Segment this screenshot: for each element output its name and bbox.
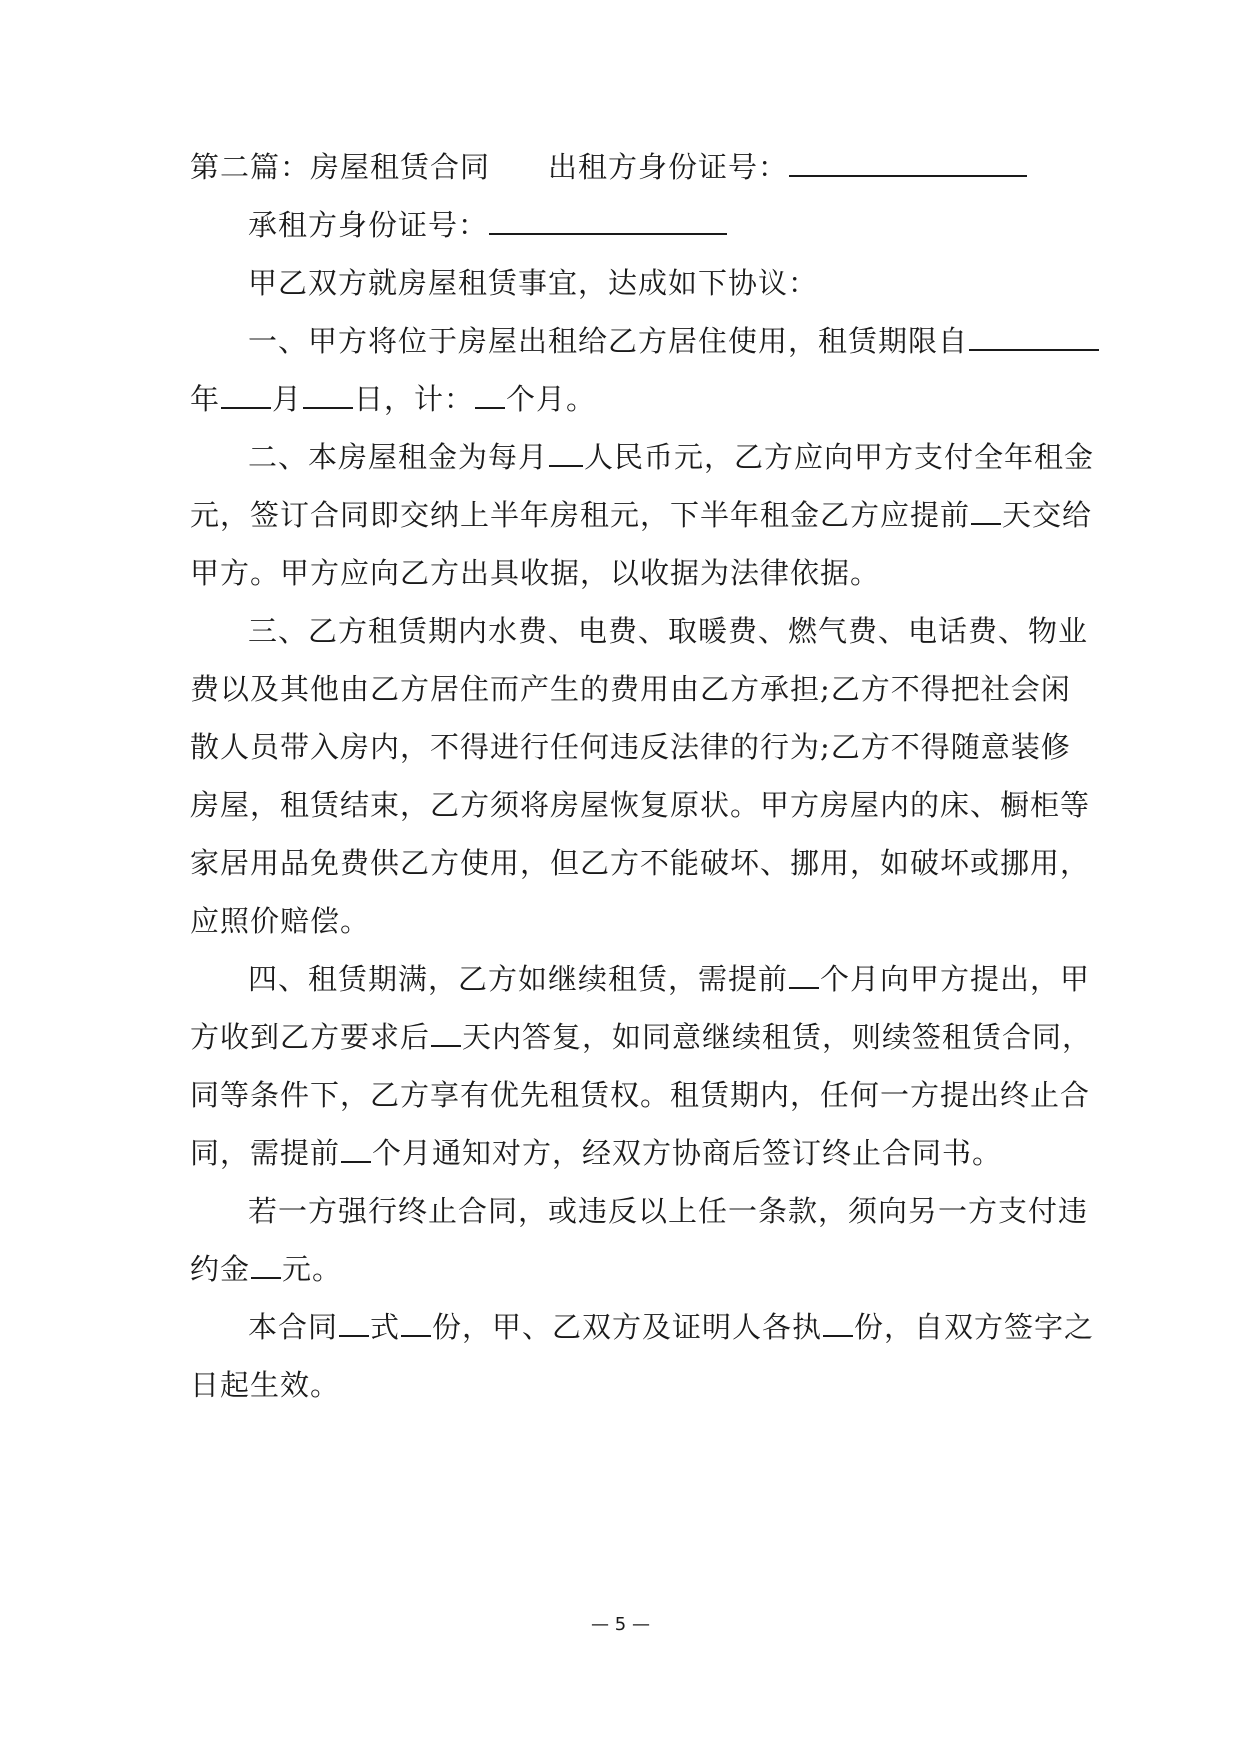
clause3-line4 xyxy=(190,785,1090,825)
clause4-line1 xyxy=(248,959,1090,999)
clause3-text-3: 散人员带入房内，不得进行任何违反法律的行为;乙方不得随意装修 xyxy=(190,730,1071,764)
copies-line2 xyxy=(190,1365,340,1405)
day-label: 日，计： xyxy=(354,382,475,416)
renewal-notice-blank xyxy=(789,959,819,989)
termination-notice-blank xyxy=(341,1133,371,1163)
months-label: 个月。 xyxy=(506,382,597,416)
penalty-line1 xyxy=(248,1191,1088,1231)
clause4-line2 xyxy=(190,1017,1092,1057)
clause2-text-e: 甲方。甲方应向乙方出具收据，以收据为法律依据。 xyxy=(190,556,881,590)
clause4-line4 xyxy=(190,1133,1002,1173)
penalty-text-2a: 约金 xyxy=(190,1252,251,1286)
clause3-text-5: 家居用品免费供乙方使用，但乙方不能破坏、挪用，如破坏或挪用， xyxy=(190,846,1091,880)
copies-text-c: 份，甲、乙双方及证明人各执 xyxy=(432,1310,823,1344)
clause2-line2 xyxy=(190,495,1092,535)
clause4-text-4b: 个月通知对方，经双方协商后签订终止合同书。 xyxy=(372,1136,1003,1170)
lessor-id-blank xyxy=(789,147,1027,177)
lessee-id-blank xyxy=(489,205,727,235)
lease-start-blank xyxy=(969,321,1099,351)
clause2-text-b: 人民币元，乙方应向甲方支付全年租金 xyxy=(584,440,1095,474)
clause4-text-2a: 方收到乙方要求后 xyxy=(190,1020,431,1054)
lessor-id-label: 出租方身份证号： xyxy=(548,150,789,184)
document-heading: 第二篇：房屋租赁合同 xyxy=(190,150,491,184)
months-count-blank xyxy=(475,379,505,409)
clause1-text: 一、甲方将位于房屋出租给乙方居住使用，租赁期限自 xyxy=(248,324,969,358)
copies-style-blank xyxy=(339,1307,369,1337)
intro-text: 甲乙双方就房屋租赁事宜，达成如下协议： xyxy=(248,266,819,300)
copies-text-d: 份，自双方签字之 xyxy=(854,1310,1095,1344)
clause4-text-3: 同等条件下，乙方享有优先租赁权。租赁期内，任何一方提出终止合 xyxy=(190,1078,1091,1112)
page-number: — 5 — xyxy=(591,1614,650,1635)
clause4-text-1b: 个月向甲方提出，甲 xyxy=(820,962,1091,996)
clause1-line1 xyxy=(248,321,1100,361)
clause4-text-2b: 天内答复，如同意继续租赁，则续签租赁合同， xyxy=(462,1020,1093,1054)
clause2-text-d: 天交给 xyxy=(1002,498,1093,532)
copies-text-b: 式 xyxy=(370,1310,401,1344)
clause2-line3 xyxy=(190,553,880,593)
penalty-text-2b: 元。 xyxy=(282,1252,343,1286)
penalty-text-1: 若一方强行终止合同，或违反以上任一条款，须向另一方支付违 xyxy=(248,1194,1089,1228)
clause3-line2 xyxy=(190,669,1071,709)
clause2-text-a: 二、本房屋租金为每月 xyxy=(248,440,549,474)
clause4-text-1a: 四、租赁期满，乙方如继续租赁，需提前 xyxy=(248,962,789,996)
penalty-amount-blank xyxy=(251,1249,281,1279)
clause3-line5 xyxy=(190,843,1090,883)
copies-each-blank xyxy=(823,1307,853,1337)
clause3-text-2: 费以及其他由乙方居住而产生的费用由乙方承担;乙方不得把社会闲 xyxy=(190,672,1071,706)
copies-text-a: 本合同 xyxy=(248,1310,339,1344)
copies-text-e: 日起生效。 xyxy=(190,1368,341,1402)
lessee-id-label: 承租方身份证号： xyxy=(248,208,489,242)
clause1-line2 xyxy=(190,379,596,419)
reply-days-blank xyxy=(431,1017,461,1047)
monthly-rent-blank xyxy=(549,437,583,467)
copies-line1 xyxy=(248,1307,1094,1347)
penalty-line2 xyxy=(190,1249,342,1289)
clause3-text-1: 三、乙方租赁期内水费、电费、取暖费、燃气费、电话费、物业 xyxy=(248,614,1089,648)
month-blank xyxy=(221,379,271,409)
clause3-line6 xyxy=(190,901,370,941)
clause3-line1 xyxy=(248,611,1088,651)
lessee-id-line xyxy=(248,205,728,245)
clause3-line3 xyxy=(190,727,1071,767)
clause4-text-4a: 同，需提前 xyxy=(190,1136,341,1170)
day-blank xyxy=(303,379,353,409)
month-label: 月 xyxy=(272,382,303,416)
advance-days-blank xyxy=(971,495,1001,525)
clause4-line3 xyxy=(190,1075,1090,1115)
year-label: 年 xyxy=(190,382,221,416)
clause2-line1 xyxy=(248,437,1094,477)
clause3-text-4: 房屋，租赁结束，乙方须将房屋恢复原状。甲方房屋内的床、橱柜等 xyxy=(190,788,1091,822)
clause2-text-c: 元，签订合同即交纳上半年房租元，下半年租金乙方应提前 xyxy=(190,498,971,532)
heading-line xyxy=(190,147,1028,187)
intro-line xyxy=(248,263,818,303)
copies-count-blank xyxy=(401,1307,431,1337)
clause3-text-6: 应照价赔偿。 xyxy=(190,904,371,938)
